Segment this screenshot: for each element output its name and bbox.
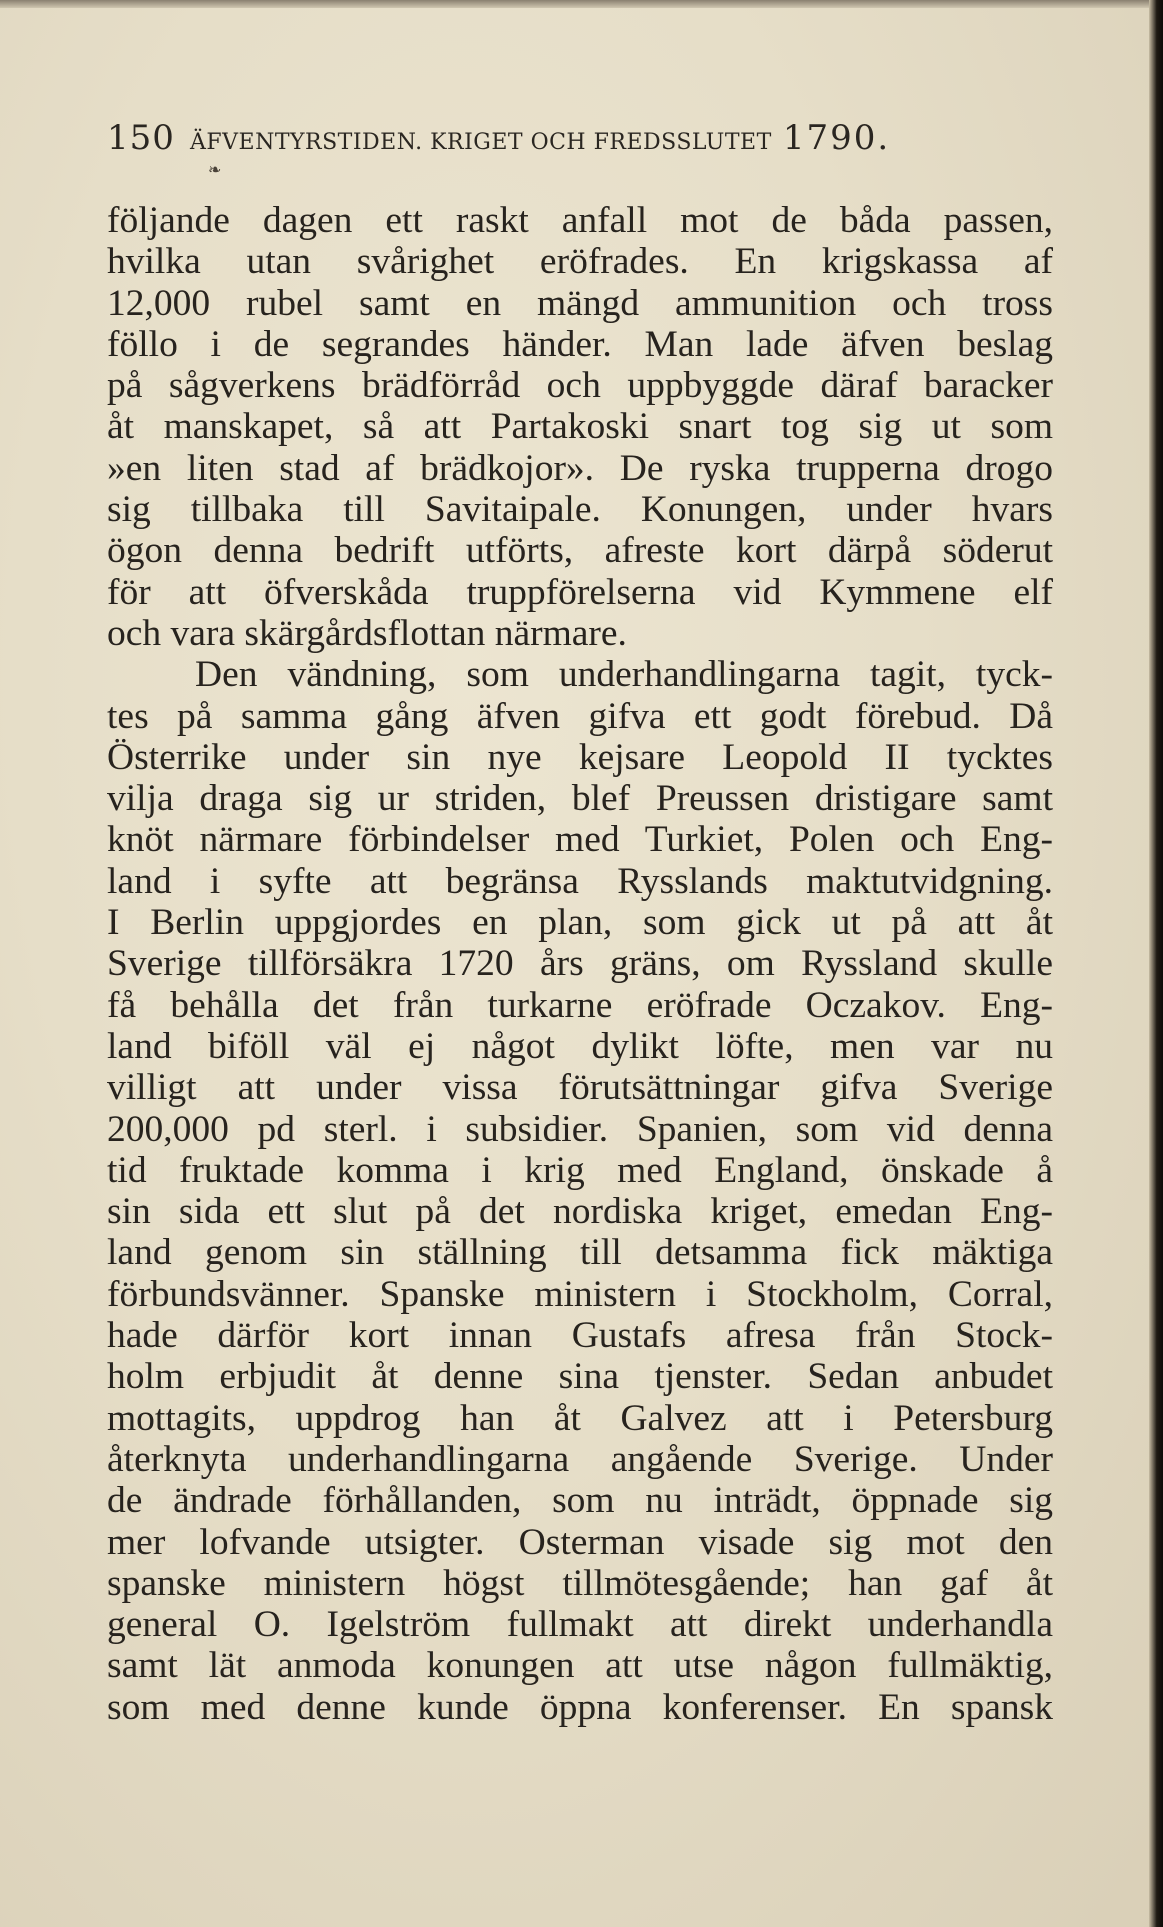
text-line: föllo i de segrandes händer. Man lade äfven beslag (107, 323, 1053, 365)
body-text (107, 200, 1053, 1728)
text-line: vilja draga sig ur striden, blef Preussen dristigare samt (107, 778, 1053, 820)
text-line: tid fruktade komma i krig med England, önskade å (107, 1149, 1053, 1191)
page-binding-shadow (1149, 0, 1163, 1927)
text-line: villigt att under vissa förutsättningar gifva Sverige (107, 1067, 1053, 1109)
text-line: på sågverkens brädförråd och uppbyggde däraf baracker (107, 365, 1053, 407)
page-number: 150 (107, 118, 175, 158)
text-line: land genom sin ställning till detsamma fick mäktiga (107, 1232, 1053, 1274)
text-line: förbundsvänner. Spanske ministern i Stockholm, Corral, (107, 1273, 1053, 1315)
text-line: ögon denna bedrift utförts, afreste kort därpå söderut (107, 530, 1053, 572)
text-line: Sverige tillförsäkra 1720 års gräns, om Ryssland skulle (107, 943, 1053, 985)
text-line: som med denne kunde öppna konferenser. En spansk (107, 1686, 1053, 1728)
text-line: 200,000 pd sterl. i subsidier. Spanien, som vid denna (107, 1108, 1053, 1150)
text-line: Österrike under sin nye kejsare Leopold II tycktes (107, 736, 1053, 778)
text-line: mottagits, uppdrog han åt Galvez att i Petersburg (107, 1397, 1053, 1439)
text-line: få behålla det från turkarne eröfrade Oczakov. Eng- (107, 984, 1053, 1026)
text-line: åt manskapet, så att Partakoski snart tog sig ut som (107, 406, 1053, 448)
page-top-edge (0, 0, 1163, 8)
text-line: hvilka utan svårighet eröfrades. En krigskassa af (107, 241, 1053, 283)
text-line: följande dagen ett raskt anfall mot de båda passen, (107, 200, 1053, 241)
text-line: tes på samma gång äfven gifva ett godt förebud. Då (107, 695, 1053, 737)
text-line: och vara skärgårdsflottan närmare. (107, 612, 627, 654)
text-line: holm erbjudit åt denne sina tjenster. Sedan anbudet (107, 1356, 1053, 1398)
printer-ornament-icon: ❧ (208, 160, 222, 179)
running-title: ÄFVENTYRSTIDEN. KRIGET OCH FREDSSLUTET (190, 130, 772, 155)
text-line: hade därför kort innan Gustafs afresa från Stock- (107, 1315, 1053, 1357)
text-line: 12,000 rubel samt en mängd ammunition och tross (107, 282, 1053, 324)
text-line: land i syfte att begränsa Rysslands maktutvidgning. (107, 860, 1053, 902)
text-line: I Berlin uppgjordes en plan, som gick ut på att åt (107, 902, 1053, 944)
text-line: mer lofvande utsigter. Osterman visade sig mot den (107, 1521, 1053, 1563)
text-line: sin sida ett slut på det nordiska kriget, emedan Eng- (107, 1191, 1053, 1233)
text-line: samt lät anmoda konungen att utse någon fullmäktig, (107, 1645, 1053, 1687)
text-line: spanske ministern högst tillmötesgående; han gaf åt (107, 1562, 1053, 1604)
text-line: Den vändning, som underhandlingarna tagit, tyck- (195, 654, 1053, 696)
header-year: 1790. (782, 118, 891, 158)
running-header (107, 118, 1037, 168)
text-line: för att öfverskåda truppförelserna vid Kymmene elf (107, 571, 1053, 613)
text-line: de ändrade förhållanden, som nu inträdt, öppnade sig (107, 1480, 1053, 1522)
text-line: »en liten stad af brädkojor». De ryska trupperna drogo (107, 447, 1053, 489)
text-line: land biföll väl ej något dylikt löfte, men var nu (107, 1025, 1053, 1067)
text-line: knöt närmare förbindelser med Turkiet, Polen och Eng- (107, 819, 1053, 861)
text-line: general O. Igelström fullmakt att direkt underhandla (107, 1604, 1053, 1646)
text-line: återknyta underhandlingarna angående Sverige. Under (107, 1438, 1053, 1480)
text-line: sig tillbaka till Savitaipale. Konungen, under hvars (107, 489, 1053, 531)
